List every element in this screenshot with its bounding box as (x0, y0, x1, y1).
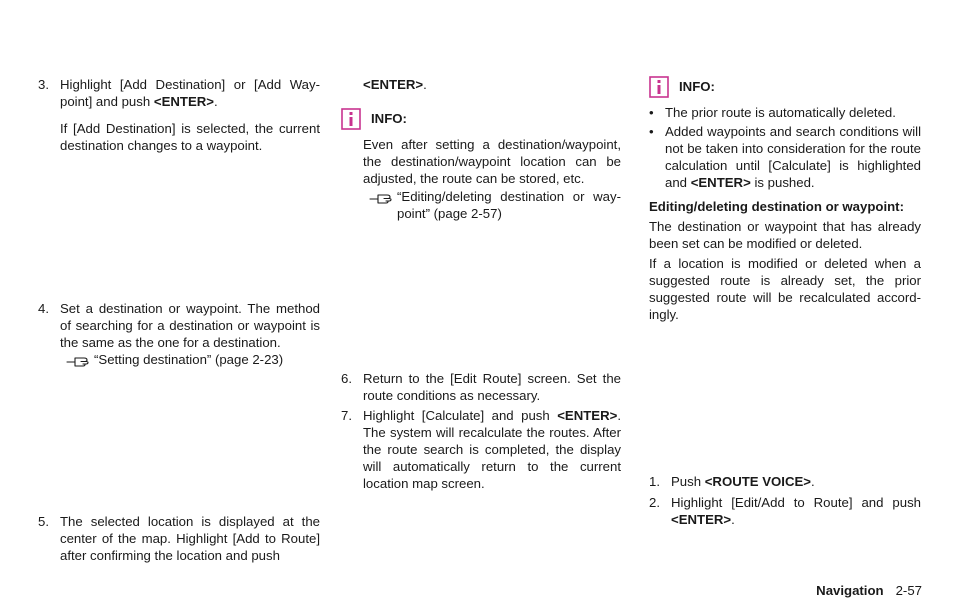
step-number: 2. (649, 495, 660, 510)
step-4 (38, 300, 320, 351)
enter-continuation: <ENTER>. (363, 77, 427, 92)
key-enter: <ENTER> (557, 408, 618, 423)
page-footer (816, 582, 922, 599)
reference-text: “Editing/deleting destination or way-point” (page 2-57) (397, 189, 621, 221)
step-6 (341, 370, 621, 404)
bullet-item (649, 104, 921, 121)
section-heading: Editing/deleting destination or waypoint: (649, 199, 904, 214)
page-number: 2-57 (895, 583, 922, 598)
step-number: 3. (38, 77, 49, 92)
step-5 (38, 513, 320, 564)
step-3-note: If [Add Destination] is selected, the current destination changes to a waypoint. (60, 121, 320, 153)
step-number: 1. (649, 474, 660, 489)
step-2: 2. Highlight [Edit/Add to Route] and push <ENTER>. (649, 495, 921, 527)
section-name: Navigation (816, 583, 884, 598)
bullet-text: Added waypoints and search conditions will not be taken into consideration for the route calculation until [Calculate] is highlighted and (665, 124, 921, 190)
info-label: INFO: (679, 79, 715, 94)
bullet-dot: • (649, 124, 654, 139)
bullet-item: • Added waypoints and search conditions will not be taken into consideration for the route calculation until [Calculate] is highlighted and <ENTER> is pushed. (649, 124, 921, 190)
info-icon (649, 76, 669, 98)
step-number: 6. (341, 371, 352, 386)
key-enter: <ENTER> (363, 77, 424, 92)
key-enter: <ENTER> (671, 512, 732, 527)
step-number: 4. (38, 301, 49, 316)
step-text: Return to the [Edit Route] screen. Set the route conditions as necessary. (363, 371, 621, 403)
reference-text: “Setting destination” (page 2-23) (94, 352, 284, 367)
paragraph: The destination or waypoint that has already been set can be modified or deleted. (649, 219, 921, 251)
page-reference (369, 188, 621, 222)
step-7: 7. Highlight [Calculate] and push <ENTER>. The system will recalculate the routes. After the route search is completed, the display will automatically return to the current location map screen. (341, 408, 621, 491)
step-text: Highlight [Add Destination] or [Add Way-point] and push (60, 77, 320, 109)
step-number: 7. (341, 408, 352, 423)
paragraph: If a location is modified or deleted when a suggested route is already set, the prior suggested route will be recalculated accord-ingly. (649, 256, 921, 322)
key-enter: <ENTER> (153, 94, 214, 109)
step-text: Highlight [Calculate] and push (363, 408, 550, 423)
key-route-voice: <ROUTE VOICE> (704, 474, 811, 489)
bullet-dot: • (649, 105, 654, 120)
pointing-hand-icon (66, 353, 90, 367)
info-label: INFO: (371, 111, 407, 126)
pointing-hand-icon (369, 190, 393, 204)
step-1: 1. Push <ROUTE VOICE>. (649, 474, 815, 489)
info-text: Even after setting a destination/waypoint, the destination/waypoint location can be adjusted, the route can be stored, etc. (363, 137, 621, 186)
step-3: 3. Highlight [Add Destination] or [Add Way-point] and push <ENTER>. (38, 77, 320, 109)
step-text: Highlight [Edit/Add to Route] and push (671, 495, 921, 510)
step-text: Push (671, 474, 705, 489)
info-block (649, 76, 921, 98)
step-text: The selected location is displayed at the center of the map. Highlight [Add to Route] after confirming the location and push (60, 514, 320, 563)
step-number: 5. (38, 514, 49, 529)
info-block (341, 108, 621, 130)
info-icon (341, 108, 361, 130)
page-reference (66, 351, 320, 368)
bullet-text: The prior route is automatically deleted. (665, 105, 896, 120)
key-enter: <ENTER> (690, 175, 751, 190)
step-text: Set a destination or waypoint. The method of searching for a destination or waypoint is the same as the one for a destination. (60, 301, 320, 350)
